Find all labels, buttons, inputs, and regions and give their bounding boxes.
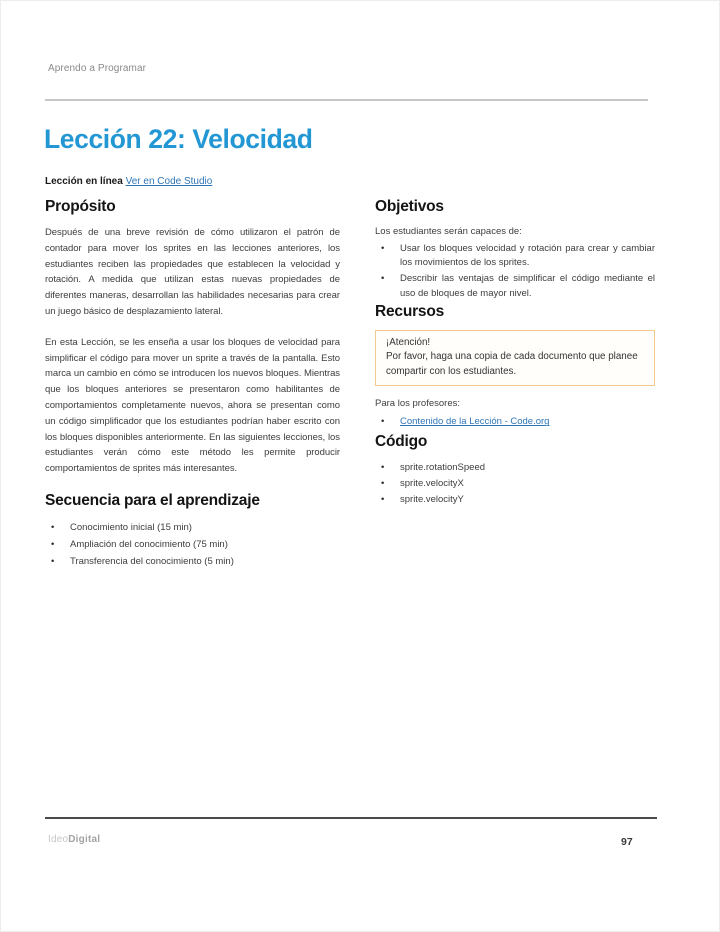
list-item: • sprite.rotationSpeed: [375, 460, 655, 476]
proposito-paragraph-2: En esta Lección, se les enseña a usar los bloques de velocidad para simplificar el código para mover un sprite a través de la pantalla. Esto marca un cambio en cómo se introducen los nuevos bloques. Mientras que los bloques anteriores se presentaron como habilitantes de comportamientos completamente nuevos, ahora se presentan como un código simplificador que los estudiantes podrían haber escrito con los bloques disponibles anteriormente. En las siguientes lecciones, los estudiantes verán cómo este método les permite producir comportamientos de sprites más interesantes.: [45, 336, 340, 475]
footer-divider: [45, 817, 657, 819]
header-divider: [45, 99, 648, 101]
content-columns: [45, 198, 655, 571]
list-item: [375, 415, 655, 430]
list-item: • Ampliación del conocimiento (75 min): [45, 536, 340, 553]
code-studio-link[interactable]: Ver en Code Studio: [125, 176, 213, 187]
right-column: [375, 198, 655, 571]
secuencia-heading: Secuencia para el aprendizaje: [45, 491, 260, 509]
page-title: Lección 22: Velocidad: [44, 124, 313, 154]
list-item: • Usar los bloques velocidad y rotación para crear y cambiar los movimientos de los sprites.: [375, 242, 655, 272]
codigo-list: [375, 460, 655, 508]
objetivos-list: [375, 242, 655, 302]
attention-body: Por favor, haga una copia de cada documento que planee compartir con los estudiantes.: [386, 351, 638, 377]
secuencia-list: [45, 519, 340, 571]
page-number: 97: [621, 836, 633, 848]
list-item: • sprite.velocityX: [375, 476, 655, 492]
codigo-heading: Código: [375, 433, 428, 451]
list-item: • Conocimiento inicial (15 min): [45, 519, 340, 536]
proposito-heading: Propósito: [45, 198, 116, 215]
footer-brand-bold: Digital: [68, 834, 101, 845]
lesson-online-row: [45, 176, 212, 187]
attention-callout: [375, 330, 655, 387]
recursos-heading: Recursos: [375, 302, 445, 320]
footer-brand-logo: [48, 834, 100, 845]
list-item: • sprite.velocityY: [375, 492, 655, 508]
left-column: [45, 198, 340, 571]
for-teachers-label: Para los profesores:: [375, 398, 461, 410]
teacher-links-list: [375, 415, 655, 430]
list-item: • Describir las ventajas de simplificar el código mediante el uso de bloques de mayor nivel.: [375, 272, 655, 302]
attention-title: ¡Atención!: [386, 336, 431, 348]
objetivos-heading: Objetivos: [375, 198, 444, 215]
header-brand: Aprendo a Programar: [48, 63, 147, 74]
proposito-paragraph-1: Después de una breve revisión de cómo utilizaron el patrón de contador para mover los sprites en las lecciones anteriores, los estudiantes reciben las propiedades que establecen la velocidad y rotación. A medida que utilizan estas nuevas propiedades de diferentes maneras, desarrollan las habilidades necesarias para crear un juego básico de desplazamiento lateral.: [45, 227, 340, 317]
lesson-content-link[interactable]: Contenido de la Lección - Code.org: [400, 416, 550, 428]
footer-brand-light: Ideo: [48, 834, 69, 845]
list-item: • Transferencia del conocimiento (5 min): [45, 553, 340, 570]
objetivos-intro: Los estudiantes serán capaces de:: [375, 226, 522, 237]
lesson-online-label: Lección en línea: [45, 176, 123, 187]
